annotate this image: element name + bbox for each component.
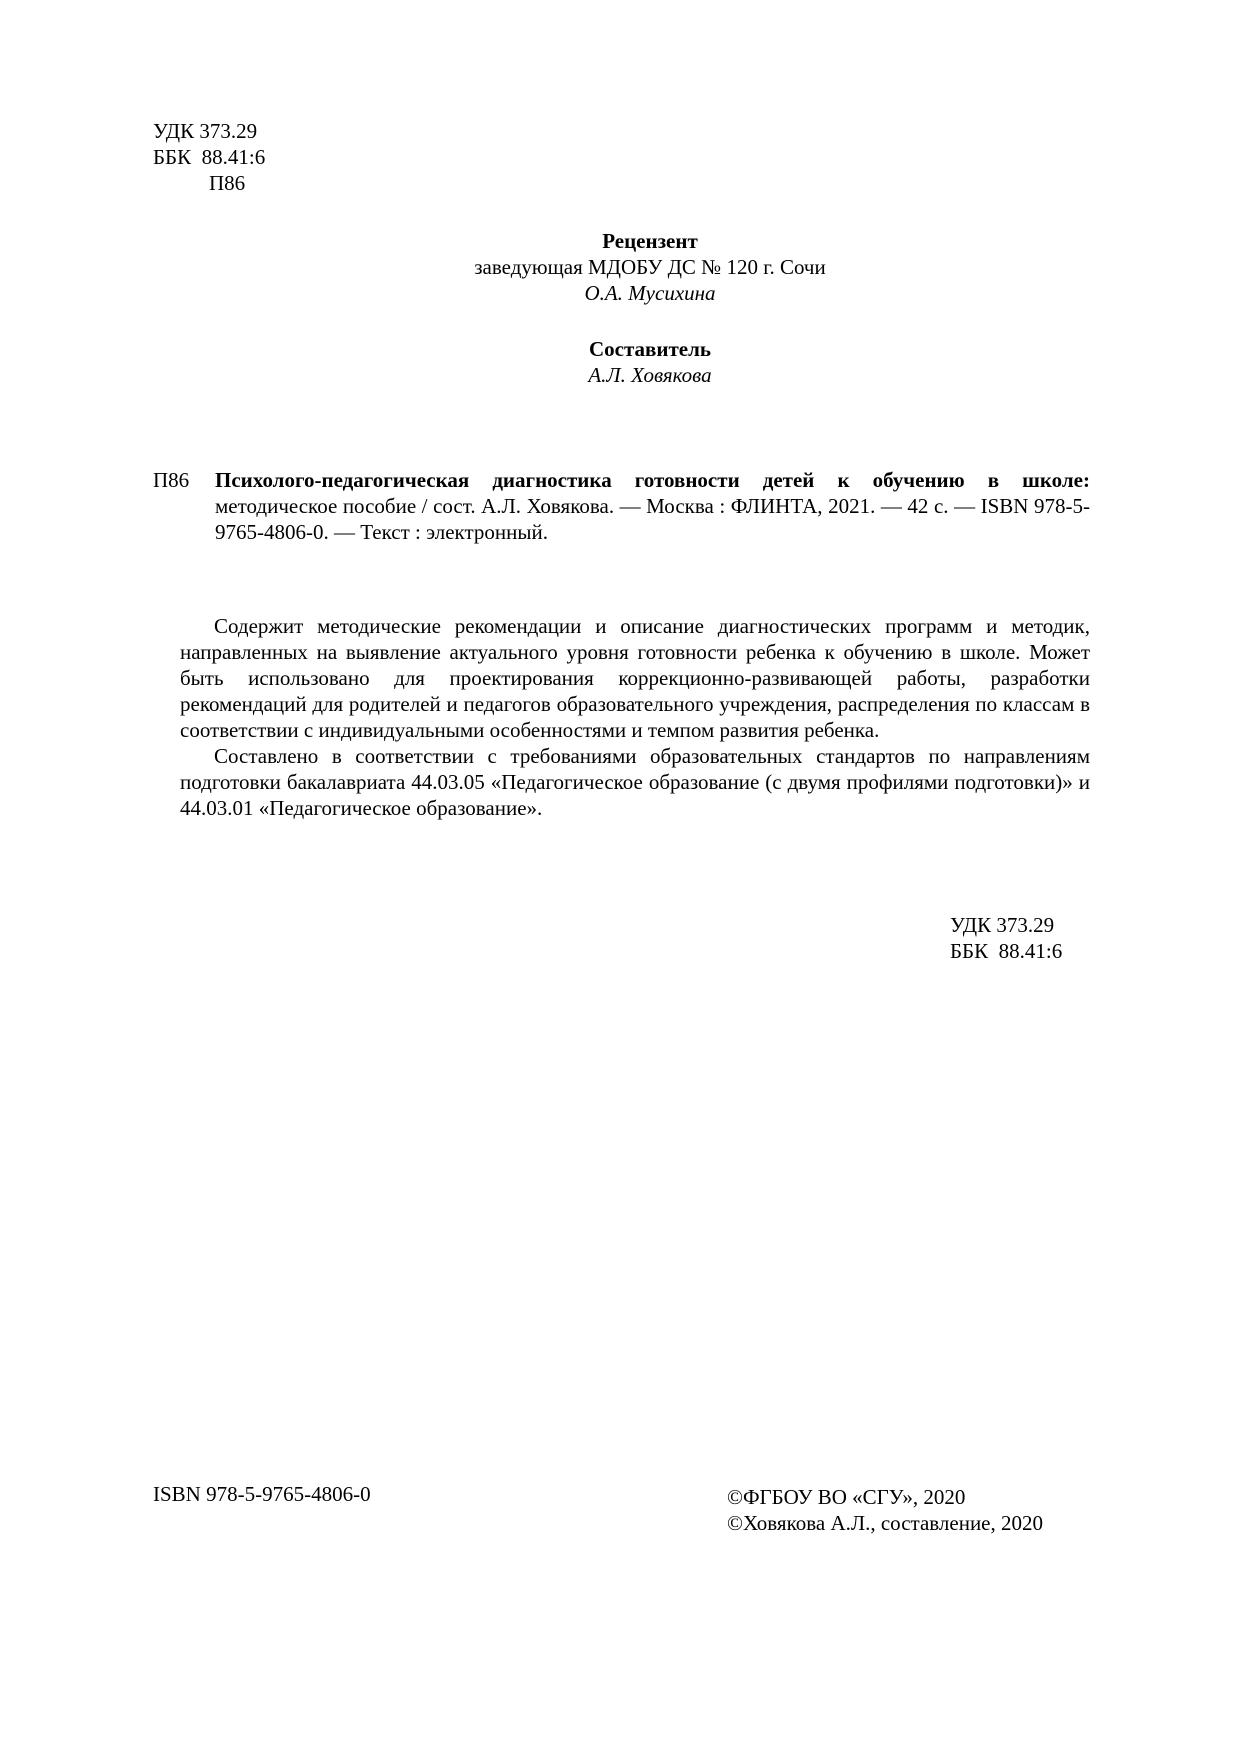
reviewer-name: О.А. Мусихина [584,281,716,305]
udk-code: УДК 373.29 [950,913,1055,937]
copyright-line: ©ФГБОУ ВО «СГУ», 2020 [727,1485,966,1509]
classification-codes-top [153,118,265,196]
annotation-paragraph: Составлено в соответствии с требованиями образовательных стандартов по направлениям подготовки бакалавриата 44.03.05 «Педагогическое образование (с двумя профилями подготовки)» и 44.03.01 «Педагогическое образование». [180,744,1090,820]
compiler-name: А.Л. Ховякова [588,363,712,387]
compiler-block [0,336,1241,388]
reviewer-position: заведующая МДОБУ ДС № 120 г. Сочи [474,255,826,279]
bibliographic-text [215,467,1090,545]
book-details: методическое пособие / сост. А.Л. Ховякова. — Москва : ФЛИНТА, 2021. — 42 с. — ISBN 978-5-9765-4806-0. — Текст : электронный. [215,494,1090,544]
author-mark: П86 [209,171,246,195]
bibliographic-code: П86 [153,468,190,492]
copyright-block [727,1484,1043,1536]
copyright-line: ©Ховякова А.Л., составление, 2020 [727,1511,1044,1535]
annotation-paragraph: Содержит методические рекомендации и описание диагностических программ и методик, направленных на выявление актуального уровня готовности ребенка к обучению в школе. Может быть использовано для проектирования коррекционно-развивающей работы, разработки рекомендаций для родителей и педагогов образовательного учреждения, распределения по классам в соответствии с индивидуальными особенностями и темпом развития ребенка. [180,614,1090,742]
bbk-code: ББК 88.41:6 [153,145,266,169]
udk-code: УДК 373.29 [153,119,258,143]
reviewer-heading: Рецензент [602,229,698,253]
bibliographic-record [153,467,1090,545]
bbk-code: ББК 88.41:6 [950,939,1063,963]
isbn: ISBN 978-5-9765-4806-0 [153,1482,371,1506]
book-title: Психолого-педагогическая диагностика готовности детей к обучению в школе: [215,468,1090,492]
classification-codes-bottom [950,912,1062,964]
reviewer-block [0,228,1241,306]
compiler-heading: Составитель [588,337,712,361]
annotation [180,613,1090,821]
